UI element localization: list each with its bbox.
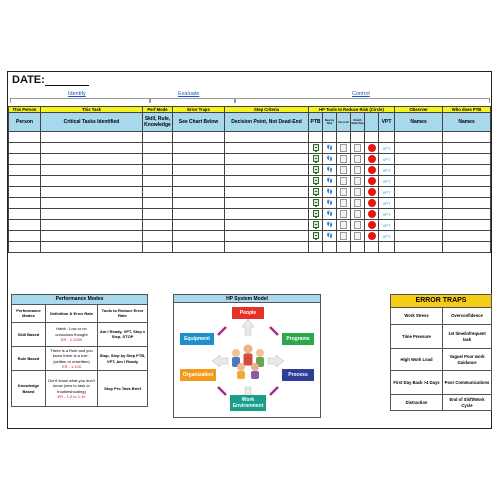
vpt-cell[interactable] <box>379 198 395 209</box>
ptb-name-cell[interactable] <box>443 187 491 198</box>
date-line[interactable] <box>45 77 89 86</box>
col-ptb-names: Names <box>443 113 491 132</box>
col-ptb: PTB <box>309 113 323 132</box>
observer-name-cell[interactable] <box>395 231 443 242</box>
observer-name-cell[interactable] <box>395 198 443 209</box>
document-icon[interactable] <box>337 165 351 176</box>
task-cell[interactable] <box>41 209 143 220</box>
control-bracket <box>235 98 490 103</box>
col-use-to-int: Use to Int <box>337 113 351 132</box>
person-cell[interactable] <box>9 165 41 176</box>
footsteps-icon[interactable]: 👣 <box>323 187 337 198</box>
perf-row-knowledge <box>12 371 148 407</box>
vpt-label: VPT <box>382 189 391 195</box>
document-icon[interactable] <box>351 187 365 198</box>
hp-node-organization: Organization <box>180 369 216 381</box>
perf-mode-skill: Skill Based <box>12 322 46 346</box>
trap-row <box>391 371 492 395</box>
document-icon[interactable] <box>351 176 365 187</box>
document-icon[interactable] <box>337 209 351 220</box>
document-icon[interactable] <box>337 154 351 165</box>
step-criteria-cell[interactable] <box>225 132 309 143</box>
vpt-cell <box>379 132 395 143</box>
vpt-cell[interactable] <box>379 231 395 242</box>
observer-name-cell[interactable] <box>395 187 443 198</box>
col-see-chart: See Chart Below <box>173 113 225 132</box>
hdr-error-traps: Error Traps <box>173 107 225 113</box>
col-step-by-step: Step by Step <box>323 113 337 132</box>
task-cell[interactable] <box>41 187 143 198</box>
observer-name-cell[interactable] <box>395 220 443 231</box>
step-criteria-cell[interactable] <box>225 220 309 231</box>
hp-node-programs: Programs <box>282 333 314 345</box>
identify-bracket <box>10 98 150 103</box>
task-row <box>9 165 491 176</box>
task-cell[interactable] <box>41 143 143 154</box>
step-criteria-cell[interactable] <box>225 198 309 209</box>
footsteps-icon[interactable]: 👣 <box>323 209 337 220</box>
footsteps-icon[interactable]: 👣 <box>323 220 337 231</box>
vpt-label: VPT <box>382 156 391 162</box>
document-icon[interactable] <box>337 220 351 231</box>
vpt-cell <box>379 242 395 253</box>
person-cell[interactable] <box>9 176 41 187</box>
error-trap-cell[interactable] <box>173 242 225 253</box>
trap-end-of-shift: End of Shift/Work Cycle <box>443 395 492 411</box>
footsteps-icon[interactable]: 👣 <box>323 231 337 242</box>
ptb-icon[interactable] <box>309 143 323 154</box>
ptb-name-cell[interactable] <box>443 176 491 187</box>
ptb-name-cell[interactable] <box>443 220 491 231</box>
vpt-label: VPT <box>382 222 391 228</box>
document-icon[interactable] <box>351 143 365 154</box>
ptb-name-cell[interactable] <box>443 242 491 253</box>
task-cell[interactable] <box>41 242 143 253</box>
document-icon <box>337 242 351 253</box>
person-cell[interactable] <box>9 143 41 154</box>
step-criteria-cell[interactable] <box>225 187 309 198</box>
vpt-label: VPT <box>382 167 391 173</box>
vpt-cell[interactable] <box>379 176 395 187</box>
task-cell[interactable] <box>41 220 143 231</box>
footsteps-icon[interactable]: 👣 <box>323 165 337 176</box>
task-cell[interactable] <box>41 176 143 187</box>
trap-vague-guidance: Vague/ Poor work Guidance <box>443 349 492 371</box>
observer-name-cell[interactable] <box>395 143 443 154</box>
person-cell[interactable] <box>9 209 41 220</box>
column-header-row <box>9 113 491 132</box>
document-icon[interactable] <box>351 220 365 231</box>
task-row <box>9 143 491 154</box>
stop-icon <box>365 132 379 143</box>
error-trap-cell[interactable] <box>173 143 225 154</box>
stop-icon[interactable] <box>365 143 379 154</box>
performance-modes-panel <box>11 294 147 407</box>
ptb-icon[interactable] <box>309 187 323 198</box>
col-skill-rule: Skill, Rule, Knowledge <box>143 113 173 132</box>
error-trap-cell[interactable] <box>173 176 225 187</box>
perf-mode-rule: Rule Based <box>12 346 46 371</box>
trap-row <box>391 349 492 371</box>
hdr-step-criteria: Step Criteria <box>225 107 309 113</box>
evaluate-bracket <box>150 98 235 103</box>
task-row <box>9 220 491 231</box>
people-group-icon <box>232 345 264 380</box>
ptb-icon <box>309 242 323 253</box>
perf-hdr-mode: Performance Modes <box>12 304 46 322</box>
ptb-name-cell[interactable] <box>443 165 491 176</box>
col-critical-tasks: Critical Tasks Identified <box>41 113 143 132</box>
perf-mode-cell[interactable] <box>143 132 173 143</box>
ptb-icon[interactable] <box>309 231 323 242</box>
perf-mode-knowledge: Knowledge Based <box>12 371 46 407</box>
trap-high-work-load: High Work Load <box>391 349 443 371</box>
perf-modes-title: Performance Modes <box>12 295 148 305</box>
document-icon[interactable] <box>351 209 365 220</box>
col-vpt: VPT <box>379 113 395 132</box>
stop-icon[interactable] <box>365 209 379 220</box>
hdr-observer: Observer <box>395 107 443 113</box>
step-criteria-cell[interactable] <box>225 154 309 165</box>
task-cell[interactable] <box>41 198 143 209</box>
trap-poor-communications: Poor Communications <box>443 371 492 395</box>
perf-tools-rule: Stop, Step by Step PTB, VPT, Am I Ready <box>98 346 148 371</box>
trap-row <box>391 325 492 349</box>
task-row <box>9 231 491 242</box>
error-trap-cell[interactable] <box>173 187 225 198</box>
ptb-name-cell[interactable] <box>443 143 491 154</box>
perf-mode-cell[interactable] <box>143 187 173 198</box>
trap-distraction: Distraction <box>391 395 443 411</box>
observer-name-cell[interactable] <box>395 209 443 220</box>
stop-icon[interactable] <box>365 165 379 176</box>
perf-def-rule: There is a Rule and you know there is a rule - (written or unwritten) ER - 1:100 <box>46 346 98 371</box>
document-icon[interactable] <box>351 231 365 242</box>
col-stop <box>365 113 379 132</box>
step-criteria-cell[interactable] <box>225 209 309 220</box>
perf-tools-skill: Am I Ready, VPT, Step x Step, STOP <box>98 322 148 346</box>
error-trap-cell[interactable] <box>173 220 225 231</box>
document-icon <box>351 242 365 253</box>
evaluate-link[interactable]: Evaluate <box>178 91 200 97</box>
perf-mode-cell[interactable] <box>143 231 173 242</box>
hdr-hp-tools: HP Tools to Reduce Risk (Circle) <box>309 107 395 113</box>
hp-board <box>7 71 492 429</box>
task-row <box>9 176 491 187</box>
date-field[interactable] <box>12 74 89 86</box>
stop-icon[interactable] <box>365 231 379 242</box>
ptb-icon[interactable] <box>309 176 323 187</box>
stop-icon <box>365 242 379 253</box>
error-trap-cell[interactable] <box>173 165 225 176</box>
perf-mode-cell[interactable] <box>143 143 173 154</box>
document-icon[interactable] <box>351 165 365 176</box>
footsteps-icon[interactable]: 👣 <box>323 154 337 165</box>
step-criteria-cell[interactable] <box>225 143 309 154</box>
perf-tools-knowledge: Stop Pre-Task Brief <box>98 371 148 407</box>
perf-hdr-tools: Tools to Reduce Error Rate <box>98 304 148 322</box>
col-decision-point: Decision Point, Not Dead-End <box>225 113 309 132</box>
vpt-label: VPT <box>382 233 391 239</box>
stop-icon[interactable] <box>365 198 379 209</box>
control-link[interactable]: Control <box>352 91 370 97</box>
step-criteria-cell[interactable] <box>225 165 309 176</box>
task-row <box>9 132 491 143</box>
person-cell[interactable] <box>9 220 41 231</box>
hp-node-people: People <box>232 307 264 319</box>
vpt-cell[interactable] <box>379 143 395 154</box>
hp-node-equipment: Equipment <box>180 333 214 345</box>
perf-row-skill <box>12 322 148 346</box>
vpt-cell[interactable] <box>379 165 395 176</box>
document-icon[interactable] <box>337 187 351 198</box>
document-icon <box>337 132 351 143</box>
vpt-cell[interactable] <box>379 187 395 198</box>
task-row <box>9 154 491 165</box>
stop-icon[interactable] <box>365 176 379 187</box>
observer-name-cell[interactable] <box>395 165 443 176</box>
ptb-name-cell[interactable] <box>443 132 491 143</box>
observer-name-cell[interactable] <box>395 242 443 253</box>
ptb-icon[interactable] <box>309 220 323 231</box>
critical-task-table <box>8 106 491 253</box>
hdr-perf-mode: Perf Mode <box>143 107 173 113</box>
vpt-label: VPT <box>382 145 391 151</box>
ptb-name-cell[interactable] <box>443 198 491 209</box>
ptb-name-cell[interactable] <box>443 209 491 220</box>
task-cell[interactable] <box>41 154 143 165</box>
stop-icon[interactable] <box>365 154 379 165</box>
col-person: Person <box>9 113 41 132</box>
footsteps-icon[interactable]: 👣 <box>323 143 337 154</box>
document-icon[interactable] <box>351 198 365 209</box>
observer-name-cell[interactable] <box>395 132 443 143</box>
error-trap-cell[interactable] <box>173 231 225 242</box>
error-traps-panel <box>390 294 491 411</box>
trap-row <box>391 395 492 411</box>
trap-time-pressure: Time Pressure <box>391 325 443 349</box>
document-icon[interactable] <box>337 176 351 187</box>
perf-hdr-definition: Definition & Error Rate <box>46 304 98 322</box>
footsteps-icon[interactable]: 👣 <box>323 198 337 209</box>
ptb-icon[interactable] <box>309 154 323 165</box>
document-icon <box>351 132 365 143</box>
error-trap-cell[interactable] <box>173 209 225 220</box>
observer-name-cell[interactable] <box>395 176 443 187</box>
hdr-who-ptb: Who does PTB <box>443 107 491 113</box>
perf-mode-cell[interactable] <box>143 242 173 253</box>
perf-mode-cell[interactable] <box>143 220 173 231</box>
perf-def-knowledge: Don't know what you don't know (new to task or troubleshooting) ER - 1:2 to 1:10 <box>46 371 98 407</box>
perf-mode-cell[interactable] <box>143 176 173 187</box>
error-traps-title: ERROR TRAPS <box>391 295 492 308</box>
task-cell[interactable] <box>41 165 143 176</box>
trap-row <box>391 308 492 325</box>
hp-system-model <box>173 294 321 418</box>
col-stretch: Stretch Stack Step <box>351 113 365 132</box>
task-row <box>9 242 491 253</box>
person-cell[interactable] <box>9 231 41 242</box>
footsteps-icon[interactable]: 👣 <box>323 176 337 187</box>
footsteps-icon <box>323 132 337 143</box>
error-trap-cell[interactable] <box>173 198 225 209</box>
document-icon[interactable] <box>351 154 365 165</box>
vpt-label: VPT <box>382 178 391 184</box>
error-trap-cell[interactable] <box>173 132 225 143</box>
vpt-cell[interactable] <box>379 209 395 220</box>
error-trap-cell[interactable] <box>173 154 225 165</box>
person-cell[interactable] <box>9 132 41 143</box>
perf-def-skill: Habit - Low or no conscious thought ER - 1:1000 <box>46 322 98 346</box>
person-cell[interactable] <box>9 154 41 165</box>
perf-row-rule <box>12 346 148 371</box>
vpt-cell[interactable] <box>379 154 395 165</box>
ptb-icon[interactable] <box>309 198 323 209</box>
task-row <box>9 187 491 198</box>
ptb-icon[interactable] <box>309 165 323 176</box>
person-cell[interactable] <box>9 187 41 198</box>
hp-node-process: Process <box>282 369 314 381</box>
hdr-this-task: This Task <box>41 107 143 113</box>
ptb-name-cell[interactable] <box>443 231 491 242</box>
step-criteria-cell[interactable] <box>225 176 309 187</box>
stop-icon[interactable] <box>365 220 379 231</box>
trap-work-stress: Work Stress <box>391 308 443 325</box>
task-cell[interactable] <box>41 231 143 242</box>
ptb-icon <box>309 132 323 143</box>
vpt-cell[interactable] <box>379 220 395 231</box>
person-cell[interactable] <box>9 242 41 253</box>
hp-model-title: HP System Model <box>174 295 320 303</box>
task-cell[interactable] <box>41 132 143 143</box>
task-row <box>9 198 491 209</box>
perf-mode-cell[interactable] <box>143 198 173 209</box>
vpt-label: VPT <box>382 211 391 217</box>
trap-first-day-back: First Day Back >4 Days <box>391 371 443 395</box>
hdr-this-person: This Person <box>9 107 41 113</box>
trap-first-time-task: 1st time/infrequent task <box>443 325 492 349</box>
perf-mode-cell[interactable] <box>143 165 173 176</box>
task-row <box>9 209 491 220</box>
step-criteria-cell[interactable] <box>225 242 309 253</box>
hp-node-work-environment: Work Environment <box>230 395 266 411</box>
footsteps-icon <box>323 242 337 253</box>
observer-name-cell[interactable] <box>395 154 443 165</box>
step-criteria-cell[interactable] <box>225 231 309 242</box>
task-rows <box>9 132 491 253</box>
perf-mode-cell[interactable] <box>143 154 173 165</box>
ptb-name-cell[interactable] <box>443 154 491 165</box>
document-icon[interactable] <box>337 143 351 154</box>
col-observer-names: Names <box>395 113 443 132</box>
vpt-label: VPT <box>382 200 391 206</box>
person-cell[interactable] <box>9 198 41 209</box>
trap-overconfidence: Overconfidence <box>443 308 492 325</box>
document-icon[interactable] <box>337 198 351 209</box>
ptb-icon[interactable] <box>309 209 323 220</box>
document-icon[interactable] <box>337 231 351 242</box>
date-label: DATE: <box>12 74 45 86</box>
stop-icon[interactable] <box>365 187 379 198</box>
identify-link[interactable]: Identify <box>68 91 86 97</box>
perf-mode-cell[interactable] <box>143 209 173 220</box>
